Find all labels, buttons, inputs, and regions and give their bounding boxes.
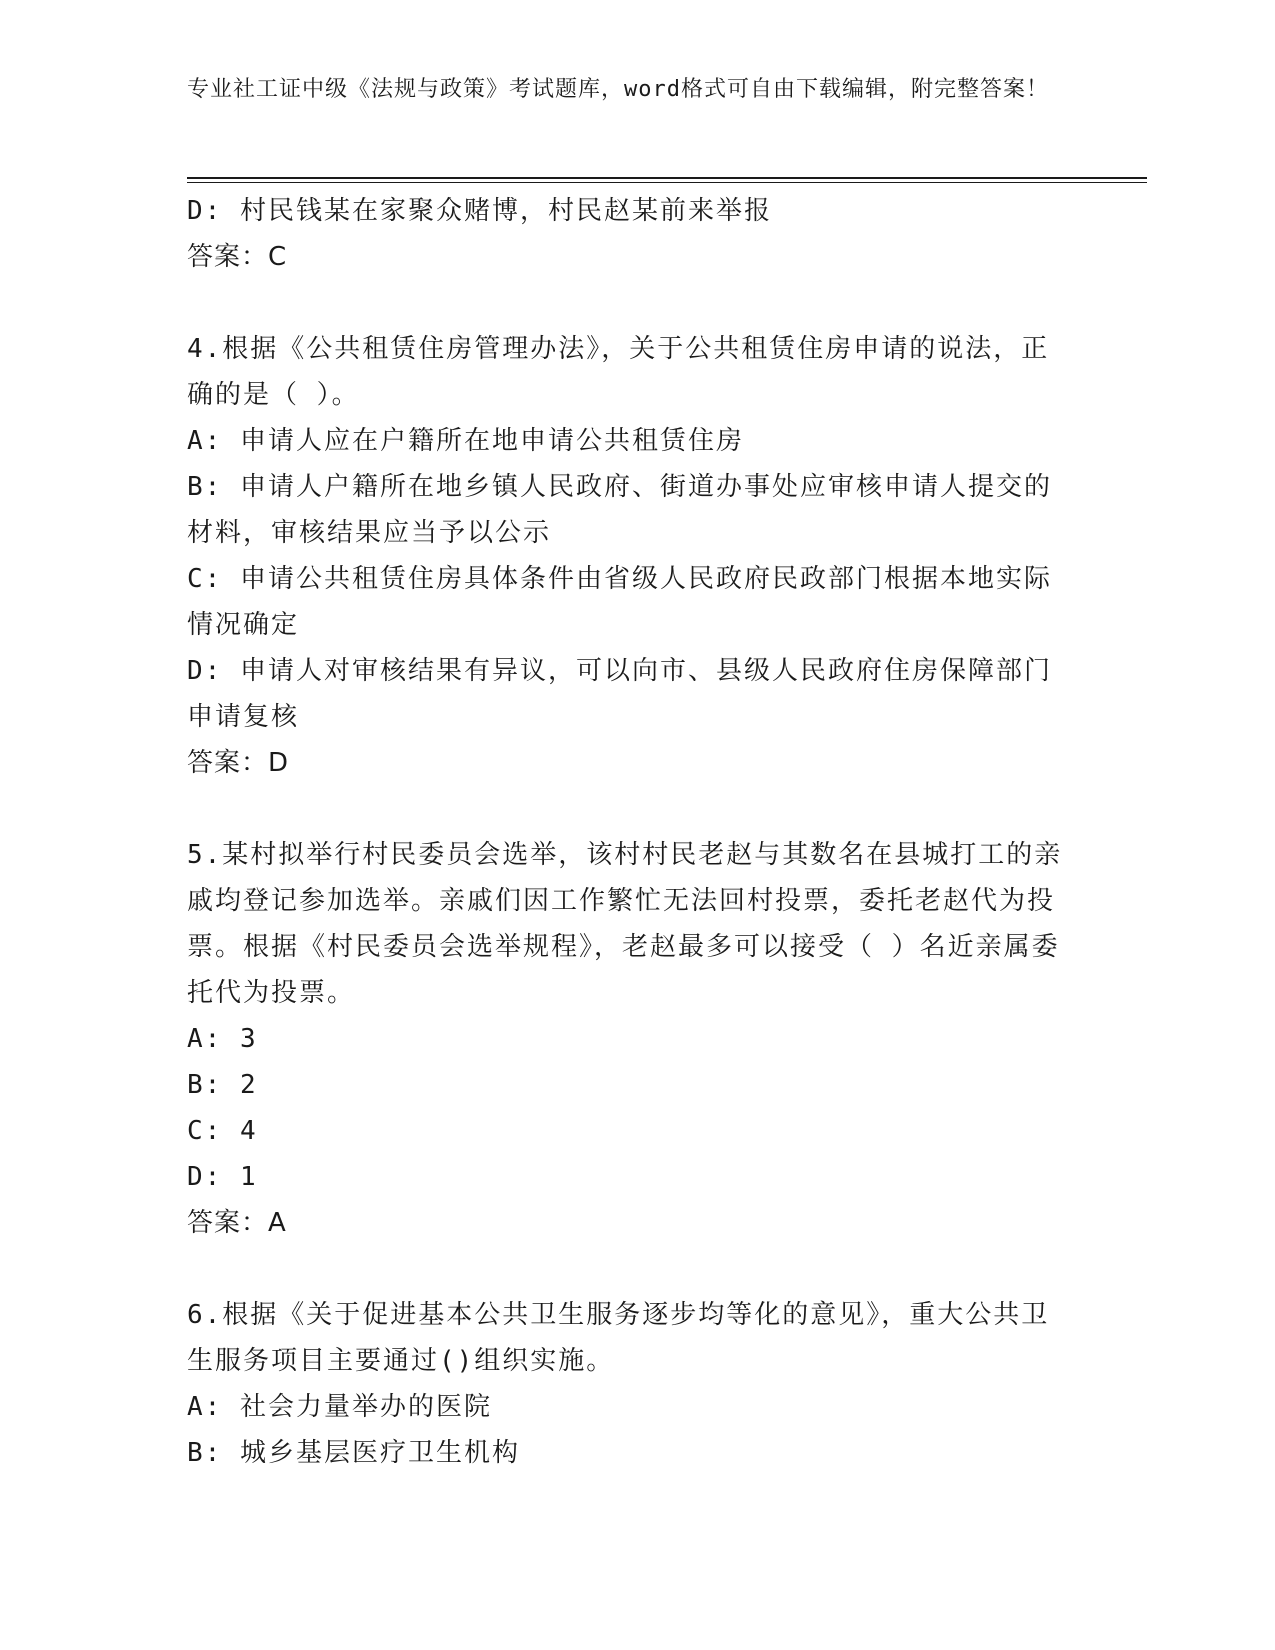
question-5-option-b: B: 2 (187, 1070, 258, 1100)
prev-question-option-d: D: 村民钱某在家聚众赌博，村民赵某前来举报 (187, 196, 772, 226)
question-5-answer: 答案：A (187, 1208, 287, 1238)
question-6-option-b: B: 城乡基层医疗卫生机构 (187, 1438, 520, 1468)
question-5-option-c: C: 4 (187, 1116, 258, 1146)
header-rule-thin (187, 182, 1147, 183)
question-4-stem: 4.根据《公共租赁住房管理办法》，关于公共租赁住房申请的说法，正确的是（ ）。 (187, 334, 1050, 410)
document-header: 专业社工证中级《法规与政策》考试题库，word格式可自由下载编辑，附完整答案！ (187, 77, 1049, 102)
spacer (187, 1246, 1067, 1292)
question-6-option-a: A: 社会力量举办的医院 (187, 1392, 492, 1422)
question-5-option-a: A: 3 (187, 1024, 258, 1054)
question-4-answer: 答案：D (187, 748, 290, 778)
header-rule-thick (187, 177, 1147, 179)
question-5-stem: 5.某村拟举行村民委员会选举，该村村民老赵与其数名在县城打工的亲戚均登记参加选举。亲戚们因工作繁忙无法回村投票，委托老赵代为投票。根据《村民委员会选举规程》，老赵最多可以接受（ ）名近亲属委托代为投票。 (187, 840, 1063, 1008)
spacer (187, 786, 1067, 832)
question-4-option-c: C: 申请公共租赁住房具体条件由省级人民政府民政部门根据本地实际情况确定 (187, 564, 1052, 640)
spacer (187, 280, 1067, 326)
document-body (187, 188, 1067, 1476)
question-5-option-d: D: 1 (187, 1162, 258, 1192)
question-4-option-b: B: 申请人户籍所在地乡镇人民政府、街道办事处应审核申请人提交的材料，审核结果应当予以公示 (187, 472, 1052, 548)
prev-question-answer: 答案：C (187, 242, 288, 272)
question-6-stem: 6.根据《关于促进基本公共卫生服务逐步均等化的意见》，重大公共卫生服务项目主要通过()组织实施。 (187, 1300, 1050, 1376)
question-4-option-d: D: 申请人对审核结果有异议，可以向市、县级人民政府住房保障部门申请复核 (187, 656, 1052, 732)
question-4-option-a: A: 申请人应在户籍所在地申请公共租赁住房 (187, 426, 744, 456)
